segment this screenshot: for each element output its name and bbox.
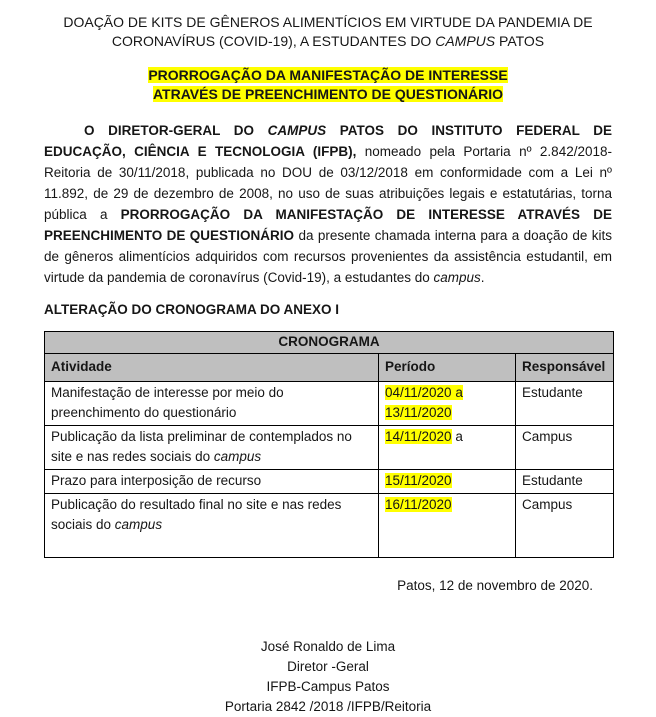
- table-header-row: [45, 354, 614, 382]
- document-title-line2: [44, 32, 612, 51]
- period-cell: [379, 494, 516, 558]
- column-header-responsavel: Responsável: [516, 354, 614, 382]
- activity-cell: [45, 470, 379, 494]
- activity-text: Publicação da lista preliminar de contemplados no site e nas redes sociais do: [51, 429, 352, 464]
- responsible-cell: Campus: [516, 494, 614, 558]
- paragraph-run: .: [480, 270, 485, 285]
- paragraph-run-italic-campus: campus: [433, 270, 481, 285]
- period-text: a: [451, 429, 463, 444]
- activity-cell: [45, 494, 379, 558]
- activity-cell: [45, 426, 379, 470]
- intro-paragraph: [44, 120, 612, 288]
- period-cell: [379, 470, 516, 494]
- table-caption-row: [45, 332, 614, 354]
- title-run-italic-campus: CAMPUS: [435, 33, 496, 49]
- highlighted-heading-line2: [44, 85, 612, 104]
- period-date-highlight: 13/11/2020: [385, 405, 452, 420]
- highlight-text: PRORROGAÇÃO DA MANIFESTAÇÃO DE INTERESSE: [148, 67, 508, 83]
- signature-name: José Ronaldo de Lima: [260, 639, 396, 654]
- table-row: [45, 494, 614, 558]
- activity-text: Prazo para interposição de recurso: [51, 473, 262, 488]
- paragraph-run-bold-italic: CAMPUS: [267, 123, 327, 138]
- period-date-highlight: 04/11/2020 a: [385, 385, 463, 400]
- title-run: PATOS: [495, 33, 545, 49]
- responsible-cell: Estudante: [516, 382, 614, 426]
- table-row: [45, 426, 614, 470]
- paragraph-run-bold: O DIRETOR-GERAL DO: [84, 123, 268, 138]
- responsible-cell: Estudante: [516, 470, 614, 494]
- highlighted-heading: [44, 66, 612, 104]
- paragraph-run: da presente chamada interna para a doação de kits de gêneros alimentícios adquiridos com recursos provenientes da assistência estudantil, em virtude da pandemia de coronavírus (Covid-19), a estudantes do: [44, 228, 612, 285]
- period-cell: [379, 382, 516, 426]
- period-date-highlight: 14/11/2020: [385, 429, 452, 444]
- period-date-highlight: 16/11/2020: [385, 497, 452, 512]
- highlighted-heading-line1: [44, 66, 612, 85]
- cronograma-table: [44, 331, 614, 558]
- activity-text: Manifestação de interesse por meio do preenchimento do questionário: [51, 385, 284, 420]
- activity-cell: [45, 382, 379, 426]
- activity-text-italic: campus: [114, 517, 163, 532]
- period-date-highlight: 15/11/2020: [385, 473, 452, 488]
- responsible-cell: Campus: [516, 426, 614, 470]
- section-heading-alteracao: ALTERAÇÃO DO CRONOGRAMA DO ANEXO I: [44, 302, 339, 317]
- activity-text-italic: campus: [213, 449, 262, 464]
- table-caption: CRONOGRAMA: [45, 332, 614, 354]
- signature-role: Diretor -Geral: [287, 659, 369, 674]
- signature-ordinance: Portaria 2842 /2018 /IFPB/Reitoria: [224, 699, 432, 714]
- signature-institution: IFPB-Campus Patos: [266, 679, 390, 694]
- title-run: CORONAVÍRUS (COVID-19), A ESTUDANTES DO: [111, 33, 436, 49]
- paragraph-run-bold: PRORROGAÇÃO DA MANIFESTAÇÃO DE INTERESSE ATRAVÉS DE PREENCHIMENTO DE QUESTIONÁRIO: [44, 207, 612, 243]
- document-title: [44, 13, 612, 51]
- table-row: [45, 382, 614, 426]
- highlight-text: ATRAVÉS DE PREENCHIMENTO DE QUESTIONÁRIO: [152, 86, 504, 102]
- place-date-line: Patos, 12 de novembro de 2020.: [397, 578, 593, 593]
- table-row: [45, 470, 614, 494]
- paragraph-run: nomeado pela Portaria nº 2.842/2018-Reitoria de 30/11/2018, publicada no DOU de 03/12/2018 em conformidade com a Lei nº 11.892, de 29 de dezembro de 2008, no uso de suas atribuições legais e estatutárias, torna pública a: [44, 144, 612, 222]
- paragraph-run-bold: PATOS DO INSTITUTO FEDERAL DE EDUCAÇÃO, CIÊNCIA E TECNOLOGIA (IFPB),: [44, 123, 612, 159]
- period-cell: [379, 426, 516, 470]
- activity-text: Publicação do resultado final no site e nas redes sociais do: [51, 497, 342, 532]
- column-header-periodo: Período: [379, 354, 516, 382]
- column-header-atividade: Atividade: [45, 354, 379, 382]
- document-title-line1: DOAÇÃO DE KITS DE GÊNEROS ALIMENTÍCIOS EM VIRTUDE DA PANDEMIA DE: [63, 14, 593, 30]
- signature-block: [44, 637, 612, 717]
